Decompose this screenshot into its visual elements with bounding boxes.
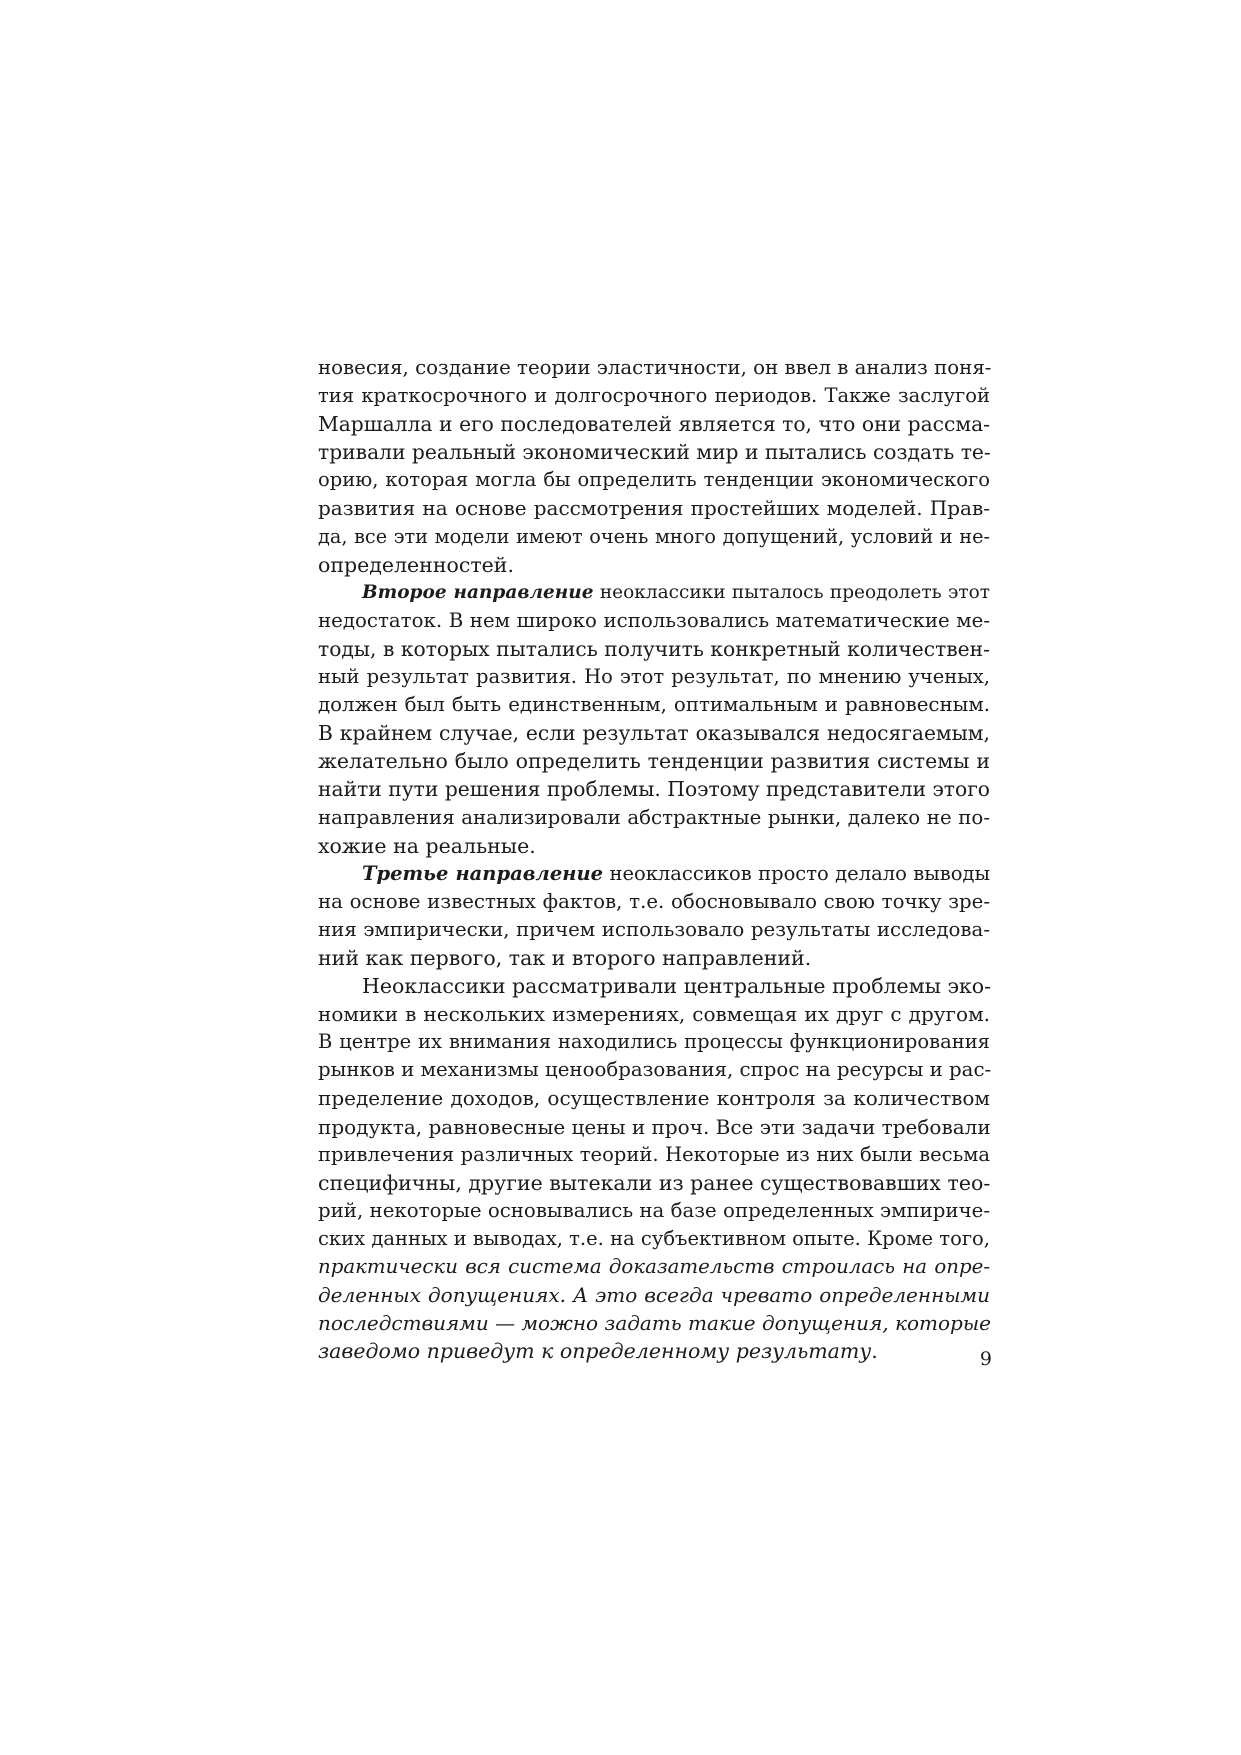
text-run: тия краткосрочного и долгосрочного периодов. Также заслугой xyxy=(318,384,990,408)
text-line xyxy=(318,438,990,466)
text-run: хожие на реальные. xyxy=(318,833,536,858)
text-line xyxy=(318,775,990,803)
text-run: развития на основе рассмотрения простейших моделей. Прав- xyxy=(318,496,990,521)
text-run: ских данных и выводах, т.е. на субъективном опыте. Кроме того, xyxy=(318,1226,990,1250)
paragraph xyxy=(318,860,990,972)
text-run: орию, которая могла бы определить тенденции экономического xyxy=(318,468,990,492)
italic-text: последствиями — можно задать такие допущения, которые xyxy=(318,1311,991,1336)
text-line xyxy=(318,832,990,860)
text-run: рынков и механизмы ценообразования, спрос на ресурсы и рас- xyxy=(318,1058,992,1082)
paragraph xyxy=(318,972,990,1365)
text-run: новесия, создание теории эластичности, он ввел в анализ поня- xyxy=(318,356,992,379)
text-line xyxy=(318,410,990,438)
text-run: В центре их внимания находились процессы функционирования xyxy=(318,1030,990,1054)
page-number: 9 xyxy=(979,1348,992,1370)
text-line xyxy=(318,1225,990,1253)
text-line xyxy=(318,944,990,972)
text-run: определенностей. xyxy=(318,552,514,577)
text-run: должен был быть единственным, оптимальным и равновесным. xyxy=(318,693,990,717)
text-line xyxy=(318,972,990,1000)
text-line xyxy=(318,1113,990,1141)
text-run: желательно было определить тенденции развития системы и xyxy=(318,749,990,774)
text-run: продукта, равновесные цены и проч. Все эти задачи требовали xyxy=(318,1114,991,1139)
text-line xyxy=(318,551,990,579)
text-run: недостаток. В нем широко использовались математические ме- xyxy=(318,608,990,632)
body-text xyxy=(318,354,990,1365)
text-run: . xyxy=(871,1339,878,1364)
text-line xyxy=(318,1197,990,1225)
paragraph xyxy=(318,354,990,579)
text-line xyxy=(318,494,990,522)
emphasis-heading: Третье направление xyxy=(362,861,604,885)
text-run: Маршалла и его последователей является то, что они рассма- xyxy=(318,412,990,437)
text-line xyxy=(318,1141,990,1169)
text-run: неоклассиков просто делало выводы xyxy=(603,861,990,885)
text-run: тривали реальный экономический мир и пытались создать те- xyxy=(318,440,991,465)
text-run: рий, некоторые основывались на базе определенных эмпириче- xyxy=(318,1198,990,1222)
text-run: Неоклассики рассматривали центральные проблемы эко- xyxy=(362,974,992,999)
italic-text: практически вся система доказательств строилась на опре- xyxy=(318,1255,990,1278)
text-line xyxy=(318,804,990,832)
text-line xyxy=(318,523,990,551)
text-line xyxy=(318,663,990,691)
text-run: тоды, в которых пытались получить конкретный количествен- xyxy=(318,636,990,661)
text-run: специфичны, другие вытекали из ранее существовавших тео- xyxy=(318,1170,991,1195)
text-line xyxy=(318,747,990,775)
paragraph xyxy=(318,579,990,860)
text-run: направления анализировали абстрактные рынки, далеко не по- xyxy=(318,805,990,829)
text-line xyxy=(318,1084,990,1112)
text-run: ный результат развития. Но этот результат, по мнению ученых, xyxy=(318,665,990,689)
text-run: неоклассики пыталось преодолеть этот xyxy=(593,581,990,603)
text-line xyxy=(318,354,990,382)
text-line xyxy=(318,466,990,494)
text-line xyxy=(318,1337,990,1365)
text-line xyxy=(318,1056,990,1084)
text-run: на основе известных фактов, т.е. обосновывало свою точку зре- xyxy=(318,889,990,913)
text-line xyxy=(318,1309,990,1337)
text-line xyxy=(318,382,990,410)
text-line xyxy=(318,635,990,663)
text-line xyxy=(318,1253,990,1281)
text-line xyxy=(318,607,990,635)
text-run: найти пути решения проблемы. Поэтому представители этого xyxy=(318,777,990,802)
text-line xyxy=(318,719,990,747)
text-line xyxy=(318,691,990,719)
italic-text: заведомо приведут к определенному результату xyxy=(318,1339,872,1364)
text-line xyxy=(318,579,990,607)
text-line xyxy=(318,888,990,916)
text-run: ний как первого, так и второго направлений. xyxy=(318,945,812,970)
text-run: привлечения различных теорий. Некоторые из них были весьма xyxy=(318,1142,990,1166)
text-run: номики в нескольких измерениях, совмещая их друг с другом. xyxy=(318,1002,990,1027)
emphasis-heading: Второе направление xyxy=(362,581,594,603)
text-line xyxy=(318,916,990,944)
text-line xyxy=(318,1028,990,1056)
text-line xyxy=(318,1169,990,1197)
text-line xyxy=(318,860,990,888)
text-run: пределение доходов, осуществление контроля за количеством xyxy=(318,1086,990,1111)
text-run: да, все эти модели имеют очень много допущений, условий и не- xyxy=(318,524,990,548)
text-line xyxy=(318,1000,990,1028)
text-run: В крайнем случае, если результат оказывался недосягаемым, xyxy=(318,721,990,746)
text-line xyxy=(318,1281,990,1309)
italic-text: деленных допущениях. А это всегда чревато определенными xyxy=(318,1283,990,1308)
text-run: ния эмпирически, причем использовало результаты исследова- xyxy=(318,917,990,941)
